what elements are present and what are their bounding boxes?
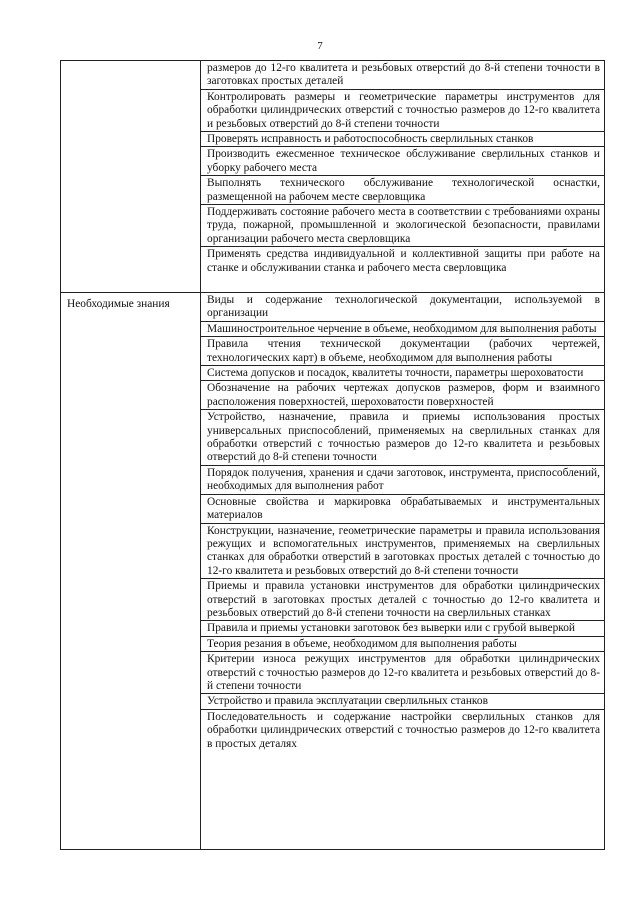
skill-item: Проверять исправность и работоспособность сверлильных станков — [201, 132, 604, 147]
knowledge-item: Устройство и правила эксплуатации сверлильных станков — [201, 694, 604, 709]
knowledge-item: Машиностроительное черчение в объеме, необходимом для выполнения работы — [201, 322, 604, 337]
skill-item: Производить ежесменное техническое обслуживание сверлильных станков и уборку рабочего места — [201, 147, 604, 176]
knowledge-row — [61, 293, 605, 850]
standard-table — [60, 60, 605, 850]
knowledge-item: Виды и содержание технологической документации, используемой в организации — [201, 293, 604, 322]
skills-label — [61, 61, 200, 65]
skill-item: Контролировать размеры и геометрические параметры инструментов для обработки цилиндрических отверстий с точностью размеров до 12-го квалитета и резьбовых отверстий до 8-й степени точности — [201, 90, 604, 132]
knowledge-item: Теория резания в объеме, необходимом для выполнения работы — [201, 637, 604, 652]
skills-label-cell — [61, 61, 201, 293]
knowledge-item: Устройство, назначение, правила и приемы использования простых универсальных приспособлений, применяемых на сверлильных станках для обработки отверстий с точностью размеров до 12-го квалитета и резьбовых отверстий до 8-й степени точности — [201, 410, 604, 466]
knowledge-item: Обозначение на рабочих чертежах допусков размеров, форм и взаимного расположения поверхностей, шероховатости поверхностей — [201, 381, 604, 410]
knowledge-item: Правила чтения технической документации (рабочих чертежей, технологических карт) в объеме, необходимом для выполнения работы — [201, 337, 604, 366]
page-number: 7 — [317, 40, 323, 52]
knowledge-item: Последовательность и содержание настройки сверлильных станков для обработки цилиндрических отверстий с точностью размеров до 12-го квалитета в простых деталях — [207, 710, 600, 750]
knowledge-label: Необходимые знания — [67, 298, 170, 310]
skills-items-cell — [201, 61, 605, 293]
knowledge-item: Критерии износа режущих инструментов для обработки цилиндрических отверстий с точностью размеров до 12-го квалитета и резьбовых отверстий до 8-й степени точности — [201, 652, 604, 694]
knowledge-items-cell — [201, 293, 605, 850]
knowledge-item: Основные свойства и маркировка обрабатываемых и инструментальных материалов — [201, 495, 604, 524]
skills-row — [61, 61, 605, 293]
skill-item: размеров до 12-го квалитета и резьбовых отверстий до 8-й степени точности в заготовках простых деталей — [201, 61, 604, 90]
knowledge-item: Порядок получения, хранения и сдачи заготовок, инструмента, приспособлений, необходимых для выполнения работ — [201, 466, 604, 495]
skill-item: Выполнять технического обслуживание технологической оснастки, размещенной на рабочем месте сверловщика — [201, 176, 604, 205]
knowledge-label-cell — [61, 293, 201, 850]
knowledge-item: Система допусков и посадок, квалитеты точности, параметры шероховатости — [201, 366, 604, 381]
knowledge-item: Конструкции, назначение, геометрические параметры и правила использования режущих и вспомогательных инструментов, применяемых на сверлильных станках для обработки отверстий в заготовках простых деталей с точностью до 12-го квалитета и резьбовых отверстий до 8-й степени точности — [201, 524, 604, 580]
knowledge-item: Правила и приемы установки заготовок без выверки или с грубой выверкой — [201, 621, 604, 636]
skill-item: Поддерживать состояние рабочего места в соответствии с требованиями охраны труда, пожарной, промышленной и экологической безопасности, правилами организации рабочего места сверловщика — [201, 205, 604, 247]
knowledge-item: Приемы и правила установки инструментов для обработки цилиндрических отверстий в заготовках простых деталей с точностью до 12-го квалитета и резьбовых отверстий до 8-й степени точности на сверлильных станках — [201, 579, 604, 621]
skill-item: Применять средства индивидуальной и коллективной защиты при работе на станке и обслуживании станка и рабочего места сверловщика — [207, 248, 600, 274]
